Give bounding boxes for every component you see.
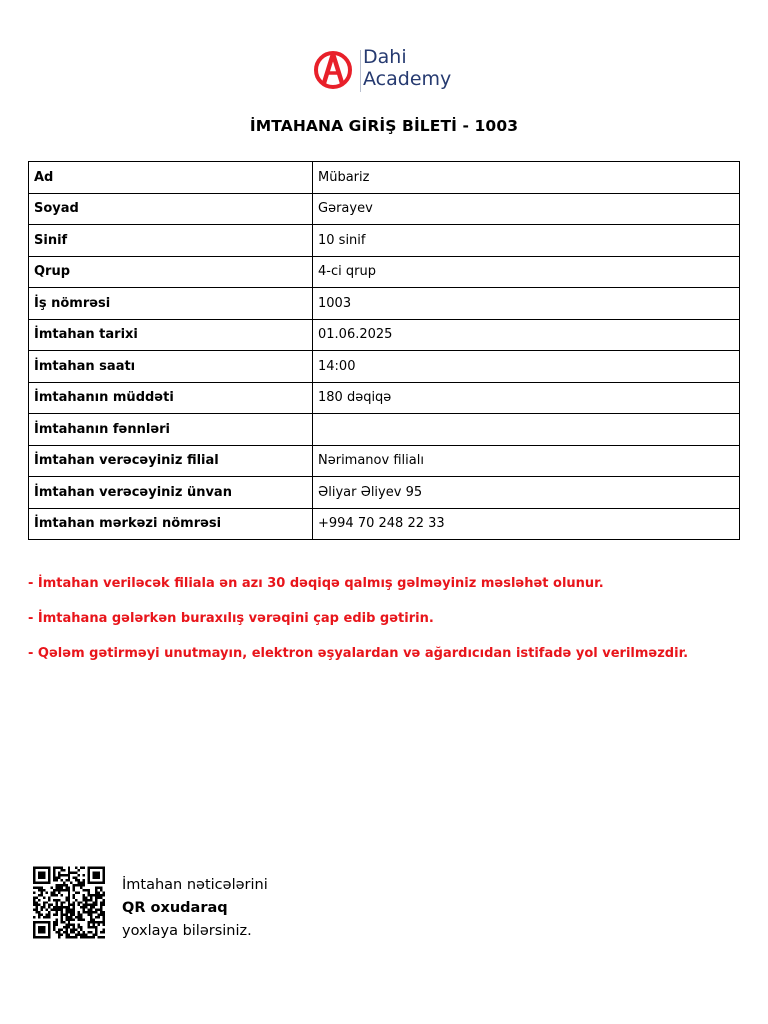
table-row: [29, 382, 740, 414]
row-value: Mübariz: [313, 162, 740, 194]
qr-caption-line2: QR oxudaraq: [122, 900, 228, 916]
row-value: +994 70 248 22 33: [313, 508, 740, 540]
table-row: [29, 477, 740, 509]
row-label: İmtahanın müddəti: [29, 382, 313, 414]
row-value: 14:00: [313, 351, 740, 383]
table-row: [29, 225, 740, 257]
row-value: 1003: [313, 288, 740, 320]
qr-caption-line1: İmtahan nəticələrini: [122, 877, 268, 893]
ticket-info-table: [28, 161, 740, 540]
row-value: Gərayev: [313, 193, 740, 225]
instruction-item: - İmtahan veriləcək filiala ən azı 30 dəqiqə qalmış gəlməyiniz məsləhət olunur.: [28, 576, 604, 591]
logo-wordmark-line1: Dahi: [363, 46, 407, 68]
row-value: [313, 414, 740, 446]
row-value: 10 sinif: [313, 225, 740, 257]
table-row: [29, 351, 740, 383]
table-row: [29, 162, 740, 194]
row-value: 4-ci qrup: [313, 256, 740, 288]
row-label: Qrup: [29, 256, 313, 288]
qr-caption-line3: yoxlaya bilərsiniz.: [122, 923, 252, 939]
row-label: Ad: [29, 162, 313, 194]
table-row: [29, 445, 740, 477]
qr-code-icon: [33, 865, 105, 940]
dahi-academy-logo: [311, 44, 471, 96]
row-value: Nərimanov filialı: [313, 445, 740, 477]
row-label: İmtahanın fənnləri: [29, 414, 313, 446]
qr-caption: [122, 874, 268, 943]
table-row: [29, 414, 740, 446]
dahi-logo-mark-icon: [311, 48, 355, 92]
table-row: [29, 256, 740, 288]
row-label: İmtahan saatı: [29, 351, 313, 383]
instructions-list: [28, 576, 748, 681]
instruction-item: - İmtahana gələrkən buraxılış vərəqini çap edib gətirin.: [28, 611, 434, 626]
row-value: Əliyar Əliyev 95: [313, 477, 740, 509]
row-label: İmtahan mərkəzi nömrəsi: [29, 508, 313, 540]
row-label: İş nömrəsi: [29, 288, 313, 320]
table-row: [29, 508, 740, 540]
row-value: 01.06.2025: [313, 319, 740, 351]
row-label: İmtahan verəcəyiniz ünvan: [29, 477, 313, 509]
table-row: [29, 288, 740, 320]
page-title: İMTAHANA GİRİŞ BİLETİ - 1003: [249, 117, 519, 135]
row-label: Sinif: [29, 225, 313, 257]
row-value: 180 dəqiqə: [313, 382, 740, 414]
logo-wordmark: [363, 46, 451, 90]
instruction-item: - Qələm gətirməyi unutmayın, elektron əşyalardan və ağardıcıdan istifadə yol verilməzdir.: [28, 646, 689, 661]
logo-wordmark-line2: Academy: [363, 68, 452, 90]
row-label: İmtahan verəcəyiniz filial: [29, 445, 313, 477]
logo-divider: [360, 50, 361, 92]
table-row: [29, 319, 740, 351]
row-label: Soyad: [29, 193, 313, 225]
table-row: [29, 193, 740, 225]
row-label: İmtahan tarixi: [29, 319, 313, 351]
